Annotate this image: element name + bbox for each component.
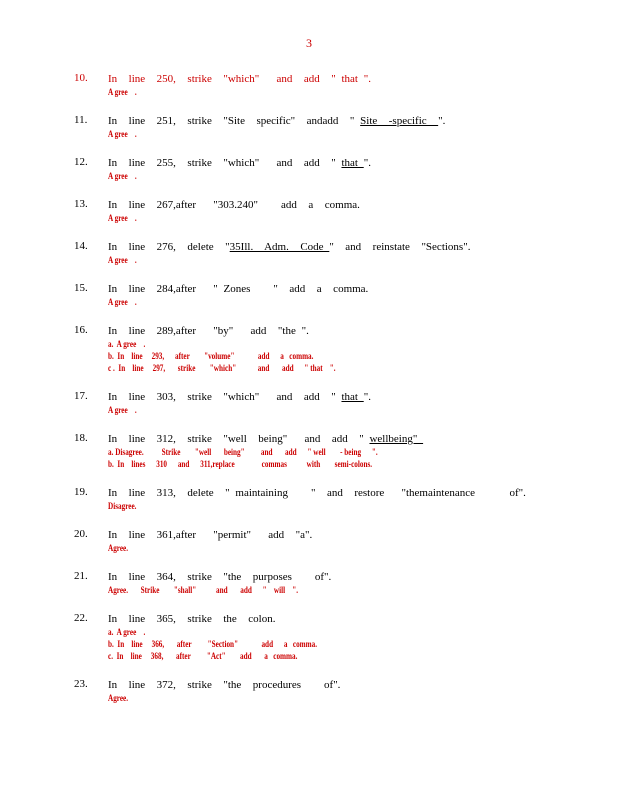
item-text-pre: In line 250, strike "which" and add " that ". [108,73,371,85]
list-item [0,528,618,554]
agency-response: A gree . [108,213,137,223]
agency-response: b. In line 366, after "Section" add a comma. [108,639,318,649]
item-number: 22. [74,612,88,624]
item-body [108,570,578,596]
item-text-post: ". [363,391,371,403]
item-text-pre: In line 251, strike "Site specific" andadd " [108,115,361,127]
item-text-underlined: that [341,391,364,403]
item-text-pre: In line 313, delete " maintaining " and restore "themaintenance of". [108,487,526,499]
item-text-underlined: that [341,157,364,169]
item-text-pre: In line 267,after "303.240" add a comma. [108,199,360,211]
item-text-pre: In line 364, strike "the purposes of". [108,571,332,583]
agency-response: A gree . [108,255,137,265]
agency-response: Agree. [108,543,129,553]
item-number: 19. [74,486,88,498]
page-number: 3 [306,36,312,50]
item-text [108,156,578,170]
item-text-pre: In line 276, delete " [108,241,230,253]
item-number: 16. [74,324,88,336]
item-text [108,486,578,500]
item-number: 21. [74,570,88,582]
item-number: 20. [74,528,88,540]
item-text-post: ". [363,157,371,169]
list-item [0,240,618,266]
item-body [108,156,578,182]
list-item [0,114,618,140]
item-text [108,570,578,584]
item-body [108,390,578,416]
item-text [108,678,578,692]
item-body [108,678,578,704]
item-text [108,198,578,212]
agency-response: a. A gree . [108,627,146,637]
item-body [108,240,578,266]
item-body [108,432,578,470]
item-text [108,390,578,404]
item-number: 12. [74,156,88,168]
item-text-pre: In line 312, strike "well being" and add " [108,433,370,445]
item-body [108,324,578,374]
list-item [0,570,618,596]
item-number: 17. [74,390,88,402]
item-text [108,528,578,542]
agency-response: A gree . [108,87,137,97]
list-item [0,486,618,512]
item-text-post: ". [438,115,446,127]
item-number: 13. [74,198,88,210]
item-text [108,432,578,446]
item-text-pre: In line 284,after " Zones " add a comma. [108,283,369,295]
agency-response: Agree. Strike "shall" and add " will ". [108,585,299,595]
item-text-underlined: Site -specific [360,115,439,127]
agency-response: A gree . [108,405,137,415]
item-body [108,198,578,224]
agency-response: A gree . [108,297,137,307]
item-body [108,282,578,308]
list-item [0,612,618,662]
agency-response: a. A gree . [108,339,146,349]
item-text [108,324,578,338]
item-text [108,114,578,128]
item-text-underlined: 35Ill. Adm. Code [229,241,330,253]
item-text-pre: In line 255, strike "which" and add " [108,157,342,169]
list-item [0,678,618,704]
list-item [0,432,618,470]
item-number: 18. [74,432,88,444]
item-text-pre: In line 303, strike "which" and add " [108,391,342,403]
item-number: 10. [74,72,88,84]
item-text-pre: In line 365, strike the colon. [108,613,276,625]
agency-response: b. In lines 310 and 311,replace commas with semi-colons. [108,459,373,469]
item-text [108,72,578,86]
list-item [0,324,618,374]
agency-response: Agree. [108,693,129,703]
item-body [108,486,578,512]
item-text-pre: In line 372, strike "the procedures of". [108,679,341,691]
item-number: 11. [74,114,88,126]
agency-response: A gree . [108,129,137,139]
item-text [108,282,578,296]
item-body [108,114,578,140]
list-item [0,282,618,308]
agency-response: c. In line 368, after "Act" add a comma. [108,651,298,661]
item-text [108,240,578,254]
agency-response: A gree . [108,171,137,181]
list-item [0,198,618,224]
list-item [0,72,618,98]
list-item [0,156,618,182]
item-number: 15. [74,282,88,294]
item-text-pre: In line 289,after "by" add "the ". [108,325,309,337]
item-body [108,612,578,662]
item-text [108,612,578,626]
item-text-underlined: wellbeing" [369,433,424,445]
item-text-pre: In line 361,after "permit" add "a". [108,529,313,541]
agency-response: Disagree. [108,501,137,511]
item-body [108,528,578,554]
item-body [108,72,578,98]
agency-response: c . In line 297, strike "which" and add " that ". [108,363,336,373]
item-number: 23. [74,678,88,690]
agency-response: b. In line 293, after "volume" add a comma. [108,351,314,361]
item-text-post: " and reinstate "Sections". [329,241,471,253]
item-number: 14. [74,240,88,252]
comment-list [0,72,618,720]
list-item [0,390,618,416]
agency-response: a. Disagree. Strike "well being" and add " well - being ". [108,447,378,457]
